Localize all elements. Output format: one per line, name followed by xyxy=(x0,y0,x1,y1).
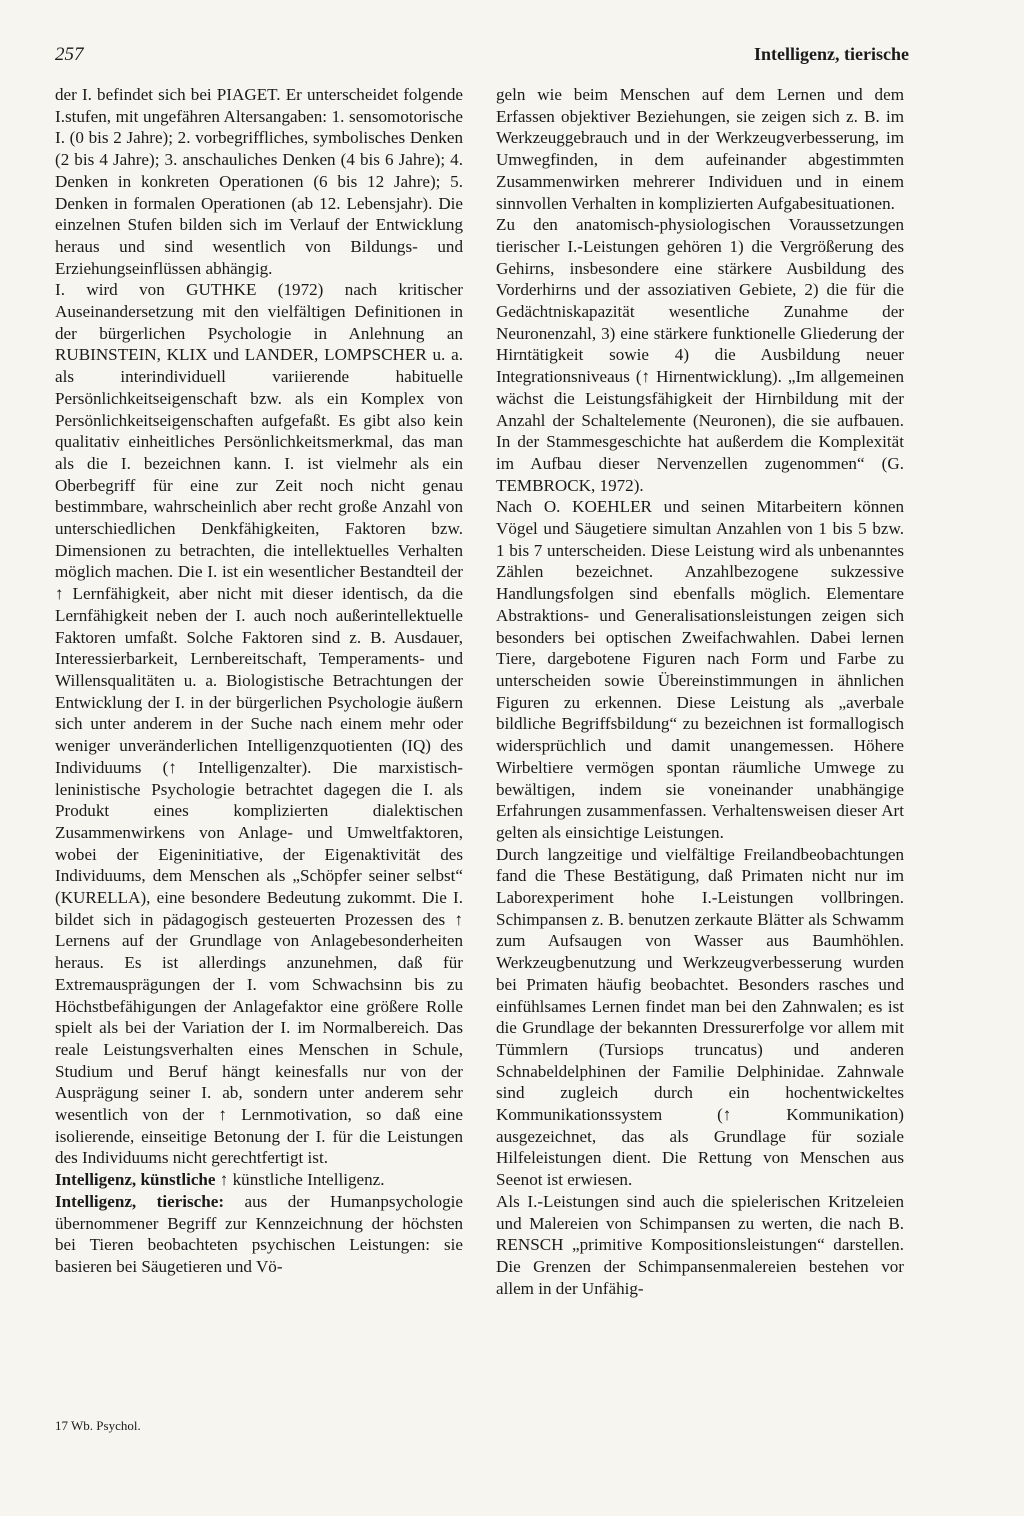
right-paragraph-5: Als I.-Leistungen sind auch die spielerischen Kritzeleien und Malereien von Schimpansen zu werten, die nach B. RENSCH „primitive Kompositionsleistungen“ darstellen. Die Grenzen der Schimpansenmalereien bestehen vor allem in der Unfähig- xyxy=(496,1191,904,1298)
entry-term-tierische: Intelligenz, tierische: xyxy=(55,1191,225,1211)
page-number: 257 xyxy=(55,44,84,65)
entry-text-tierische: aus der Humanpsychologie übernommener Begriff zur Kennzeichnung der höchsten bei Tieren beobachteten psychischen Leistungen: sie basieren bei Säugetieren und Vö- xyxy=(55,1191,463,1276)
entry-kuenstliche xyxy=(55,1169,463,1191)
entry-term-kuenstliche: Intelligenz, künstliche xyxy=(55,1170,216,1190)
left-paragraph-2: I. wird von GUTHKE (1972) nach kritischer Auseinandersetzung mit den vielfältigen Definitionen in der bürgerlichen Psychologie in Anlehnung an RUBINSTEIN, KLIX und LANDER, LOMPSCHER u. a. als interindividuell variierende habituelle Persönlichkeitseigenschaft bzw. als ein Komplex von Persönlichkeitseigenschaften aufgefaßt. Es gibt also kein qualitativ einheitliches Persönlichkeitsmerkmal, das man als die I. bezeichnen kann. I. ist vielmehr als ein Oberbegriff für eine zur Zeit noch nicht genau bestimmbare, wahrscheinlich aber recht große Anzahl von unterschiedlichen Denkfähigkeiten, Faktoren bzw. Dimensionen zu betrachten, die intellektuelles Verhalten möglich machen. Die I. ist ein wesentlicher Bestandteil der ↑ Lernfähigkeit, aber nicht mit dieser identisch, da die Lernfähigkeit neben der I. auch noch außerintellektuelle Faktoren umfaßt. Solche Faktoren sind z. B. Ausdauer, Interessierbarkeit, Lernbereitschaft, Temperaments- und Willensqualitäten u. a. Biologistische Betrachtungen der Entwicklung der I. in der bürgerlichen Psychologie äußern sich unter anderem in der Suche nach einem mehr oder weniger unveränderlichen Intelligenzquotienten (IQ) des Individuums (↑ Intelligenzalter). Die marxistisch-leninistische Psychologie betrachtet dagegen die I. als Produkt eines komplizierten dialektischen Zusammenwirkens von Anlage- und Umweltfaktoren, wobei der Eigeninitiative, der Eigenaktivität des Individuums, dem Menschen als „Schöpfer seiner selbst“ (KURELLA), eine besondere Bedeutung zukommt. Die I. bildet sich in pädagogisch gesteuerten Prozessen des ↑ Lernens auf der Grundlage von Anlagebesonderheiten heraus. Es ist allerdings anzunehmen, daß für Extremausprägungen der I. vom Schwachsinn bis zu Höchstbefähigungen der Anlagefaktor eine größere Rolle spielt als bei der Variation der I. im Normalbereich. Das reale Leistungsverhalten eines Menschen in Schule, Studium und Beruf hängt keinesfalls nur von der Ausprägung seiner I. ab, sondern unter anderem sehr wesentlich von der ↑ Lernmotivation, so daß eine isolierende, einseitige Betonung der I. für die Leistungen des Individuums nicht gerechtfertigt ist. xyxy=(55,280,463,1168)
entry-tierische xyxy=(55,1191,463,1278)
left-column xyxy=(55,84,463,1278)
signature-mark: 17 Wb. Psychol. xyxy=(55,1418,141,1433)
right-paragraph-4: Durch langzeitige und vielfältige Freilandbeobachtungen fand die These Bestätigung, daß Primaten nicht nur im Laborexperiment hohe I.-Leistungen vollbringen. Schimpansen z. B. benutzen zerkaute Blätter als Schwamm zum Aufsaugen von Wasser aus Baumhöhlen. Werkzeugbenutzung und Werkzeugverbesserung wurden bei Primaten häufig beobachtet. Besonders rasches und einfühlsames Lernen findet man bei den Zahnwalen; es ist die Grundlage der bekannten Dressurerfolge vor allem mit Tümmlern (Tursiops truncatus) und anderen Schnabeldelphinen der Familie Delphinidae. Zahnwale sind zugleich durch ein hochentwickeltes Kommunikationssystem (↑ Kommunikation) ausgezeichnet, das als Grundlage für soziale Hilfeleistungen dient. Die Rettung von Menschen aus Seenot ist erwiesen. xyxy=(496,844,904,1190)
entry-text-kuenstliche: ↑ künstliche Intelligenz. xyxy=(215,1170,385,1190)
right-paragraph-2: Zu den anatomisch-physiologischen Voraussetzungen tierischer I.-Leistungen gehören 1) die Vergrößerung des Gehirns, insbesondere eine stärkere Ausbildung des Vorderhirns und der assoziativen Gebiete, 2) die für die Gedächtniskapazität wesentliche Zunahme der Neuronenzahl, 3) eine stärkere funktionelle Gliederung der Hirntätigkeit sowie 4) die Ausbildung neuer Integrationsniveaus (↑ Hirnentwicklung). „Im allgemeinen wächst die Leistungsfähigkeit der Hirnbildung mit der Anzahl der Schaltelemente (Neuronen), die sie aufbauen. In der Stammesgeschichte hat außerdem die Komplexität im Aufbau dieser Nervenzellen zugenommen“ (G. TEMBROCK, 1972). xyxy=(496,215,904,495)
right-paragraph-3: Nach O. KOEHLER und seinen Mitarbeitern können Vögel und Säugetiere simultan Anzahlen von 1 bis 5 bzw. 1 bis 7 unterscheiden. Diese Leistung wird als unbenanntes Zählen bezeichnet. Anzahlbezogene sukzessive Handlungsfolgen sind ebenfalls möglich. Elementare Abstraktions- und Generalisationsleistungen zeigen sich besonders bei optischen Zweifachwahlen. Dabei lernen Tiere, dargebotene Figuren nach Form und Farbe zu unterscheiden sowie Übereinstimmungen in ähnlichen Figuren zu erkennen. Diese Leistung als „averbale bildliche Begriffsbildung“ zu bezeichnen ist formallogisch widersprüchlich und damit unangemessen. Höhere Wirbeltiere vermögen spontan räumliche Umwege zu bewältigen, indem sie voneinander unabhängige Erfahrungen zusammenfassen. Verhaltensweisen dieser Art gelten als einsichtige Leistungen. xyxy=(496,497,904,842)
right-paragraph-1: geln wie beim Menschen auf dem Lernen und dem Erfassen objektiver Beziehungen, sie zeigen sich z. B. im Werkzeuggebrauch und in der Werkzeugverbesserung, im Umwegfinden, in dem aufeinander abgestimmten Zusammenwirken mehrerer Individuen und in einem sinnvollen Verhalten in komplizierten Aufgabesituationen. xyxy=(496,85,904,213)
left-paragraph-1: der I. befindet sich bei PIAGET. Er unterscheidet folgende I.stufen, mit ungefähren Altersangaben: 1. sensomotorische I. (0 bis 2 Jahre); 2. vorbegriffliches, symbolisches Denken (2 bis 4 Jahre); 3. anschauliches Denken (4 bis 6 Jahre); 4. Denken in konkreten Operationen (6 bis 12 Jahre); 5. Denken in formalen Operationen (ab 12. Lebensjahr). Die einzelnen Stufen bilden sich im Verlauf der Entwicklung heraus und sind wesentlich von Bildungs- und Erziehungseinflüssen abhängig. xyxy=(55,85,463,278)
running-head: Intelligenz, tierische xyxy=(754,44,909,64)
right-column xyxy=(496,84,904,1299)
